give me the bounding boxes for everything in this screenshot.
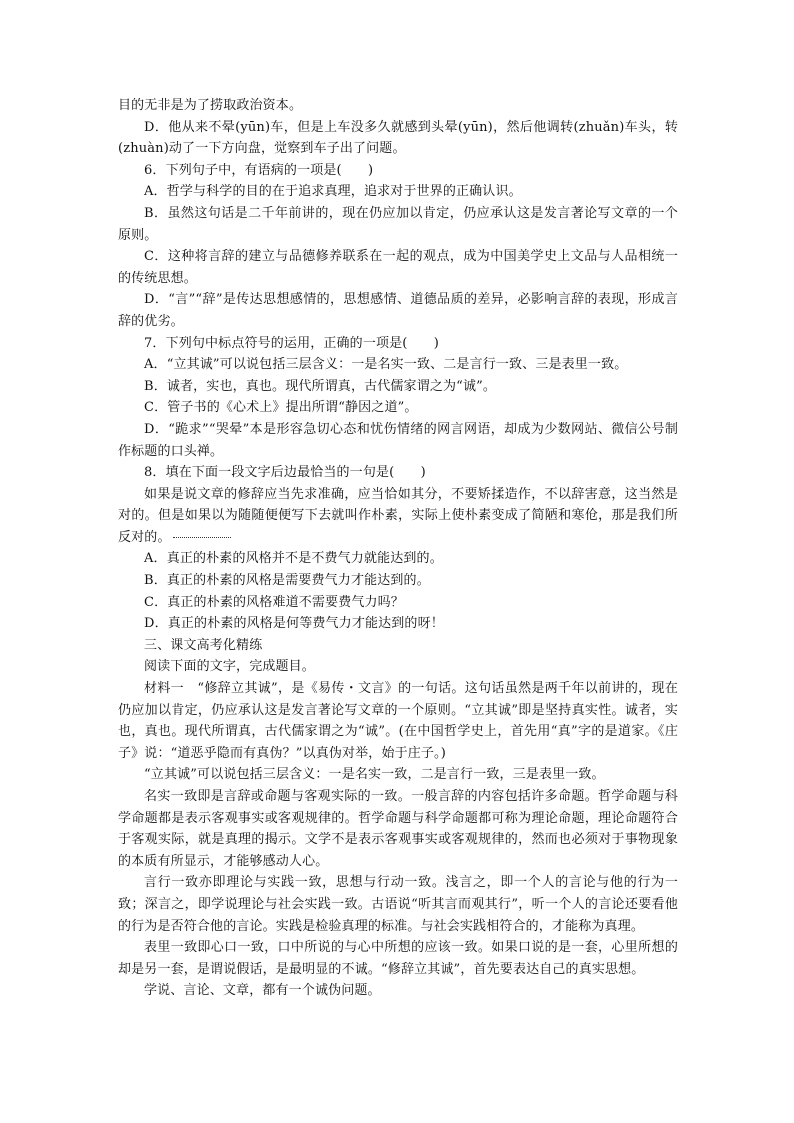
option-b-line: B．虽然这句话是二千年前讲的，现在仍应加以肯定，仍应承认这是发言著论写文章的一个原则。 [118,205,678,243]
paragraph: 言行一致亦即理论与实践一致，思想与行动一致。浅言之，即一个人的言论与他的行为一致；深言之，即学说理论与社会实践一致。古语说“听其言而观其行”，听一个人的言论还要看他的行为是否符合他的言论。实践是检验真理的标准。与社会实践相符合的，才能称为真理。 [118,875,678,934]
answer-blank [173,536,231,538]
option-d-line: D．“跪求”“哭晕”本是形容急切心态和忧伤情绪的网言网语，却成为少数网站、微信公号制作标题的口头禅。 [118,421,678,459]
option-c-line: C．真正的朴素的风格难道不需要费气力吗？ [144,594,404,610]
document-page [118,95,678,1002]
option-b-line: B．真正的朴素的风格是需要费气力才能达到的。 [144,573,430,589]
question-8: 8．填在下面一段文字后边最恰当的一句是( ) [144,465,426,481]
option-c-line: C．这种将言辞的建立与品德修养联系在一起的观点，成为中国美学史上文品与人品相统一的传统思想。 [118,249,678,286]
text-line: 目的无非是为了捞取政治资本。 [118,98,303,113]
material-one-paragraph: 材料一 “修辞立其诚”，是《易传・文言》的一句话。这句话虽然是两千年以前讲的，现在仍应加以肯定，仍应承认这是发言著论写文章的一个原则。“立其诚”即是坚持真实性。诚者，实也，真也。现代所谓真，古代儒家谓之为“诚”。(在中国哲学史上，首先用“真”字的是道家。《庄子》说：“道恶乎隐而有真伪？”以真伪对举，始于庄子。) [118,681,678,761]
question-7: 7．下列句中标点符号的运用，正确的一项是( ) [144,335,440,351]
option-a-line: A．哲学与科学的目的在于追求真理，追求对于世界的正确认识。 [144,184,522,200]
option-a-line: A．真正的朴素的风格并不是不费气力就能达到的。 [144,551,443,567]
paragraph: 表里一致即心口一致，口中所说的与心中所想的应该一致。如果口说的是一套，心里所想的却是另一套，是谓说假话，是最明显的不诚。“修辞立其诚”，首先要表达自己的真实思想。 [118,940,678,977]
instruction-line: 阅读下面的文字，完成题目。 [144,659,315,675]
option-a-line: A．“立其诚”可以说包括三层含义：一是名实一致、二是言行一致、三是表里一致。 [144,357,628,373]
paragraph-with-blank [118,484,678,549]
paragraph-text: 如果是说文章的修辞应当先求准确，应当恰如其分，不要矫揉造作，不以辞害意，这当然是对的。但是如果以为随随便便写下去就叫作朴素，实际上使朴素变成了简陋和寒伧，那是我们所反对的。 [118,486,678,545]
paragraph: “立其诚”可以说包括三层含义：一是名实一致，二是言行一致，三是表里一致。 [144,767,605,783]
paragraph: 名实一致即是言辞或命题与客观实际的一致。一般言辞的内容包括许多命题。哲学命题与科学命题都是表示客观事实或客观规律的。哲学命题与科学命题都可称为理论命题，理论命题符合于客观实际，就是真理的揭示。文学不是表示客观事实或客观规律的，然而也必须对于事物现象的本质有所显示，才能够感动人心。 [118,789,678,869]
paragraph: 学说、言论、文章，都有一个诚伪问题。 [144,983,381,999]
option-c-line: C．管子书的《心术上》提出所谓“静因之道”。 [144,400,418,416]
question-6: 6．下列句子中，有语病的一项是( ) [144,162,374,178]
option-d-line: D．他从来不晕(yūn)车，但是上车没多久就感到头晕(yūn)，然后他调转(zhuǎn)车头，转(zhuàn)动了一下方向盘，觉察到车子出了问题。 [118,119,678,157]
option-d-line: D．真正的朴素的风格是何等费气力才能达到的呀！ [144,616,444,632]
option-b-line: B．诚者，实也，真也。现代所谓真，古代儒家谓之为“诚”。 [144,378,497,394]
option-d-line: D．“言”“辞”是传达思想感情的，思想感情、道德品质的差异，必影响言辞的表现，形成言辞的优劣。 [118,292,678,329]
section-heading: 三、课文高考化精练 [144,637,263,653]
